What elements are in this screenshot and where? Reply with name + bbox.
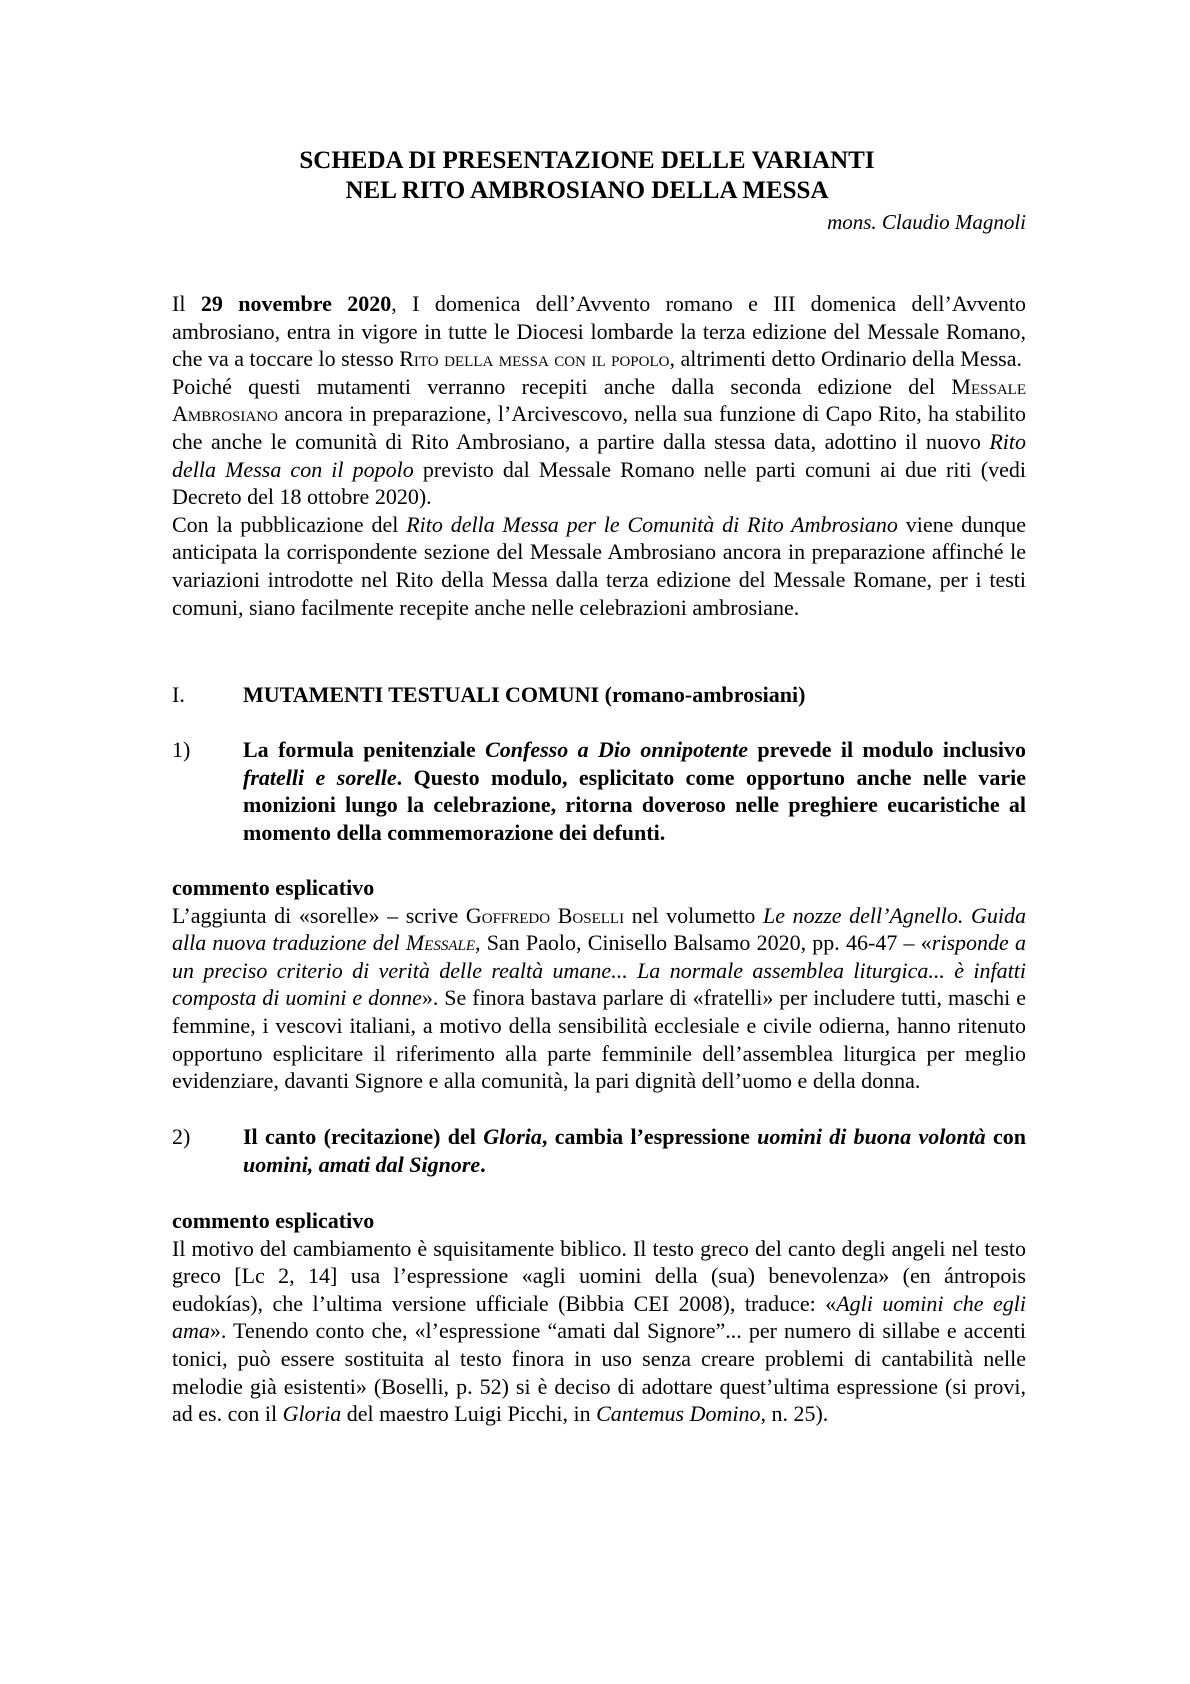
text: prevede il modulo inclusivo (747, 737, 1026, 762)
book-title: Messale (405, 930, 475, 956)
comment-1-text (172, 902, 1026, 1095)
text: Il canto (recitazione) del (243, 1124, 484, 1149)
item-1-text (243, 736, 1026, 846)
text: , n. 25). (760, 1401, 829, 1427)
text: L’aggiunta di «sorelle» – scrive (172, 902, 466, 928)
text: previsto dal Messale Romano nelle parti comuni ai due riti (vedi Decreto del 18 ottobre 2020). (172, 456, 1026, 510)
text: ». Se finora bastava parlare di «fratelli» per includere tutti, maschi e femmine, i vescovi italiani, a motivo della sensibilità ecclesiale e civile odierna, hanno ritenuto opportuno esplicitare il riferimento alla parte femminile dell’assemblea liturgica per meglio evidenziare, davanti Signore e alla comunità, la pari dignità dell’uomo e della donna. (172, 985, 1026, 1094)
italic-text: Gloria (483, 1124, 542, 1149)
title-line-2: NEL RITO AMBROSIANO DELLA MESSA (345, 177, 829, 204)
title-line-1: SCHEDA DI PRESENTAZIONE DELLE VARIANTI (299, 147, 875, 174)
italic-text: Confesso a Dio onnipotente (485, 737, 748, 762)
italic-text: Rito della Messa con il popolo (172, 428, 1026, 482)
text: , cambia l’espressione (541, 1124, 758, 1149)
intro-paragraph-3 (172, 511, 1026, 621)
comment-heading: commento esplicativo (172, 875, 375, 900)
text: nel volumetto (624, 902, 764, 928)
comment-block-1 (172, 874, 1026, 1095)
item-number: 1) (172, 737, 191, 762)
italic-text: uomini di buona volontà (757, 1124, 986, 1149)
text: viene dunque anticipata la corrispondente sezione del Messale Ambrosiano ancora in preparazione affinché le variazioni introdotte nel Rito della Messa dalla terza edizione del Messale Romane, per i testi comuni, siano facilmente recepite anche nelle celebrazioni ambrosiane. (172, 511, 1027, 620)
text (550, 903, 558, 928)
italic-text: Cantemus Domino (596, 1401, 761, 1427)
comment-block-2 (172, 1207, 1026, 1428)
intro (172, 290, 1026, 621)
section-number: I. (172, 682, 185, 707)
comment-2-text (172, 1235, 1026, 1428)
document-title (0, 146, 1190, 206)
author: mons. Claudio Magnoli (827, 210, 1026, 234)
italic-text: fratelli e sorelle (243, 764, 397, 790)
intro-paragraph-2 (172, 373, 1026, 511)
comment-heading: commento esplicativo (172, 1208, 375, 1233)
text: , I domenica dell’Avvento romano e III domenica dell’Avvento ambrosiano, entra in vigore in tutte le Diocesi lombarde la terza edizione del Messale Romano, che va a toccare lo stesso (172, 291, 1026, 372)
text: ». Tenendo conto che, «l’espressione “amati dal Signore”... per numero di sillabe e accenti tonici, può essere sostituita al testo finora in uso senza creare problemi di cantabilità nelle melodie già esistenti» (Boselli, p. 52) si è deciso di adottare quest’ultima espressione (si provi, ad es. con il (172, 1318, 1026, 1427)
author-name: Goffredo (465, 902, 551, 928)
text: La formula penitenziale (243, 737, 486, 762)
text: con (985, 1124, 1026, 1149)
text: ancora in preparazione, l’Arcivescovo, nella sua funzione di Capo Rito, ha stabilito che anche le comunità di Rito Ambrosiano, a partire dalla stessa data, adottino il nuovo (172, 401, 1026, 454)
book-title: Le nozze dell’Agnello. Guida alla nuova traduzione del (172, 902, 1026, 956)
quote: risponde a un preciso criterio di verità delle realtà umane... La normale assemblea liturgica... è infatti composta di uomini e donne (172, 930, 1026, 1011)
text: , San Paolo, Cinisello Balsamo 2020, pp. 46-47 – « (474, 930, 932, 956)
rite-name: Rito della messa con il popolo (399, 346, 670, 372)
italic-text: Gloria (282, 1401, 342, 1427)
messale-name: Messale Ambrosiano (172, 373, 1026, 427)
italic-text: Rito della Messa per le Comunità di Rito Ambrosiano (406, 511, 898, 537)
intro-paragraph-1 (172, 290, 1026, 373)
text: Con la pubblicazione del (172, 511, 407, 537)
text: Il (172, 291, 201, 316)
section-title: MUTAMENTI TESTUALI COMUNI (romano-ambrosiani) (243, 682, 806, 707)
item-number: 2) (172, 1124, 191, 1149)
author-name: Boselli (557, 902, 625, 928)
text: Il motivo del cambiamento è squisitamente biblico. Il testo greco del canto degli angeli nel testo greco [Lc 2, 14] usa l’espressione «agli uomini della (sua) benevolenza» (en ántropois eudokías), che l’ultima versione ufficiale (Bibbia CEI 2008), traduce: « (172, 1235, 1026, 1316)
text: . Questo modulo, esplicitato come opportuno anche nelle varie monizioni lungo la celebrazione, ritorna doveroso nelle preghiere eucaristiche al momento della commemorazione dei defunti. (243, 764, 1026, 845)
text: del maestro Luigi Picchi, in (341, 1401, 597, 1427)
italic-text: uomini, amati dal Signore (243, 1151, 481, 1177)
quote: Agli uomini che egli ama (172, 1290, 1026, 1344)
date: 29 novembre 2020 (200, 291, 392, 316)
text: Poiché questi mutamenti verranno recepiti anche dalla seconda edizione del (172, 373, 952, 399)
text: , altrimenti detto Ordinario della Messa. (669, 346, 1022, 372)
text: . (480, 1151, 486, 1177)
item-2-text (243, 1123, 1026, 1178)
